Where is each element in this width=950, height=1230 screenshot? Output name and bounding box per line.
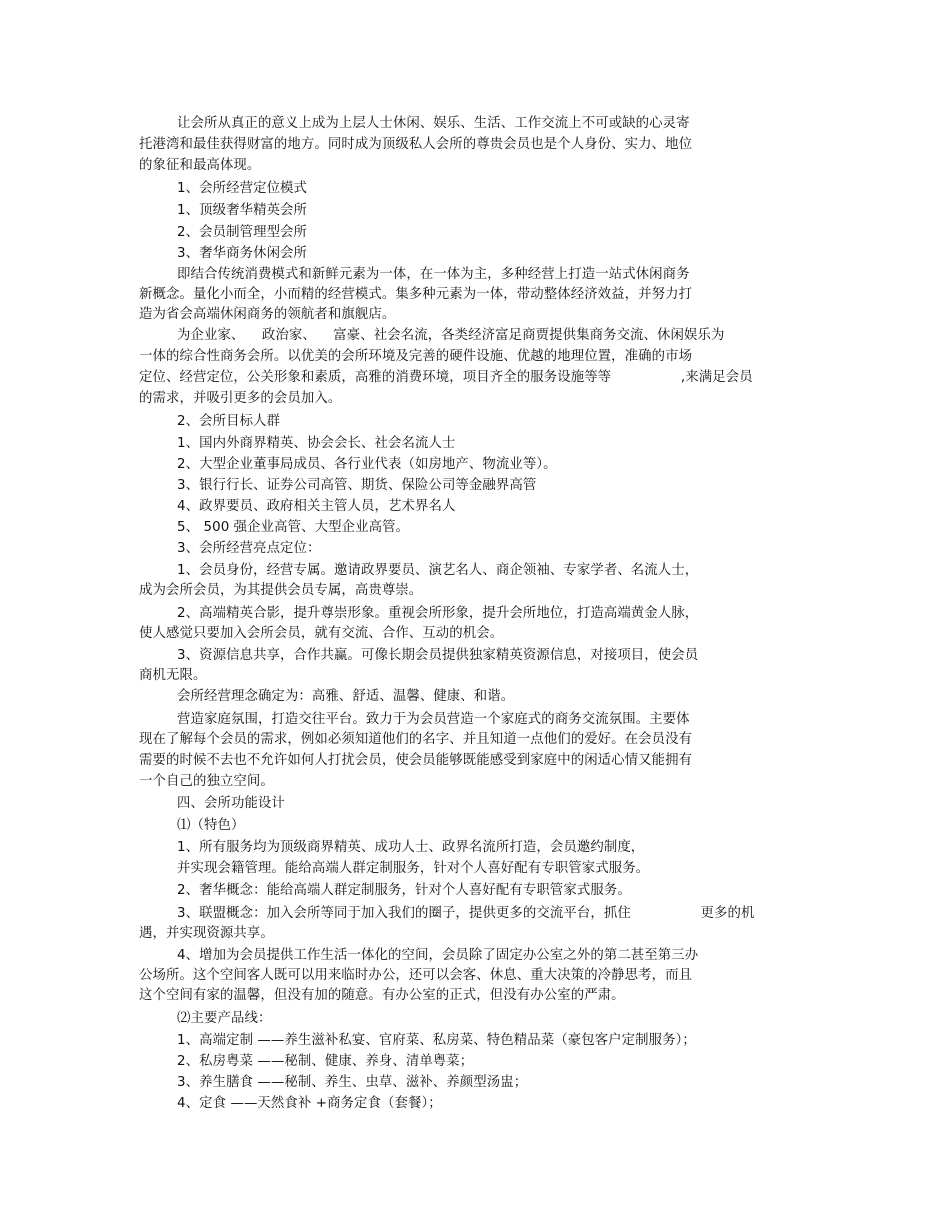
text-line: 托港湾和最佳获得财富的地方。同时成为顶级私人会所的尊贵会员也是个人身份、实力、地位: [139, 137, 693, 152]
text-line: 需要的时候不去也不允许如何人打扰会员，使会员能够既能感受到家庭中的闲适心情又能拥有: [139, 753, 693, 768]
text-line: 1、国内外商界精英、协会会长、社会名流人士: [177, 436, 456, 451]
text-line: 使人感觉只要加入会所会员，就有交流、合作、互动的机会。: [139, 626, 504, 641]
text-line: 这个空间有家的温馨，但没有加的随意。有办公室的正式，但没有办公室的严肃。: [139, 988, 625, 1003]
text-line: 的需求，并吸引更多的会员加入。: [139, 391, 342, 406]
text-line: 1、会员身份，经营专属。邀请政界要员、演艺名人、商企领袖、专家学者、名流人士，: [177, 563, 699, 578]
text-line: 现在了解每个会员的需求，例如必须知道他们的名字、并且知道一点他们的爱好。在会员没有: [139, 732, 693, 747]
text-line: 4、定食 ——天然食补 +商务定食（套餐）；: [177, 1096, 442, 1111]
text-line: 4、增加为会员提供工作生活一体化的空间，会员除了固定办公室之外的第二甚至第三办: [177, 948, 699, 963]
text-line: 四、会所功能设计: [177, 796, 285, 811]
text-line: 3、资源信息共享，合作共赢。可像长期会员提供独家精英资源信息，对接项目，使会员: [177, 648, 699, 663]
text-line: ⑴（特色）: [177, 818, 245, 833]
text-line: 定位、经营定位，公关形象和素质，高雅的消费环境，项目齐全的服务设施等等 ,来满足会员: [139, 370, 753, 385]
text-line: 造为省会高端休闲商务的领航者和旗舰店。: [139, 307, 396, 322]
text-line: 4、政界要员、政府相关主管人员，艺术界名人: [177, 499, 456, 514]
text-line: 3、奢华商务休闲会所: [177, 246, 308, 261]
text-line: 3、养生膳食 ——秘制、养生、虫草、滋补、养颜型汤盅；: [177, 1075, 528, 1090]
text-line: 让会所从真正的意义上成为上层人士休闲、娱乐、生活、工作交流上不可或缺的心灵寄: [177, 116, 690, 131]
text-line: 3、银行行长、证券公司高管、期货、保险公司等金融界高管: [177, 478, 537, 493]
text-line: 1、高端定制 ——养生滋补私宴、官府菜、私房菜、特色精品菜（豪包客户定制服务）；: [177, 1033, 696, 1048]
text-line: 商机无限。: [139, 668, 207, 683]
text-line: 2、奢华概念：能给高端人群定制服务，针对个人喜好配有专职管家式服务。: [177, 883, 631, 898]
text-line: 并实现会籍管理。能给高端人群定制服务，针对个人喜好配有专职管家式服务。: [177, 861, 650, 876]
text-line: 2、大型企业董事局成员、各行业代表（如房地产、物流业等）。: [177, 457, 557, 472]
text-line: 即结合传统消费模式和新鲜元素为一体，在一体为主，多种经营上打造一站式休闲商务: [177, 267, 690, 282]
text-line: 新概念。量化小而全，小而精的经营模式。集多种元素为一体，带动整体经济效益，并努力打: [139, 287, 693, 302]
text-line: 2、会员制管理型会所: [177, 225, 308, 240]
text-line: 为企业家、 政治家、 富豪、社会名流，各类经济富足商贾提供集商务交流、休闲娱乐为: [177, 328, 725, 343]
text-line: 5、 500 强企业高管、大型企业高管。: [177, 520, 410, 535]
text-line: 2、会所目标人群: [177, 414, 281, 429]
text-line: ⑵主要产品线：: [177, 1011, 272, 1026]
text-line: 1、所有服务均为顶级商界精英、成功人士、政界名流所打造，会员邀约制度，: [177, 840, 645, 855]
text-line: 公场所。这个空间客人既可以用来临时办公，还可以会客、休息、重大决策的冷静思考，而且: [139, 968, 693, 983]
text-line: 3、会所经营亮点定位：: [177, 541, 321, 556]
text-line: 3、联盟概念：加入会所等同于加入我们的圈子，提供更多的交流平台，抓住 更多的机: [177, 906, 755, 921]
text-line: 1、顶级奢华精英会所: [177, 203, 308, 218]
text-line: 遇，并实现资源共享。: [139, 926, 274, 941]
text-line: 1、会所经营定位模式: [177, 181, 308, 196]
text-line: 2、高端精英合影，提升尊崇形象。重视会所形象，提升会所地位，打造高端黄金人脉，: [177, 606, 699, 621]
text-line: 营造家庭氛围，打造交往平台。致力于为会员营造一个家庭式的商务交流氛围。主要体: [177, 712, 690, 727]
text-line: 一体的综合性商务会所。以优美的会所环境及完善的硬件设施、优越的地理位置，准确的市场: [139, 349, 693, 364]
text-line: 一个自己的独立空间。: [139, 774, 274, 789]
text-line: 的象征和最高体现。: [139, 158, 261, 173]
text-line: 2、私房粤菜 ——秘制、健康、养身、清单粤菜；: [177, 1054, 474, 1069]
text-line: 会所经营理念确定为：高雅、舒适、温馨、健康、和谐。: [177, 689, 515, 704]
text-line: 成为会所会员，为其提供会员专属，高贵尊崇。: [139, 583, 423, 598]
